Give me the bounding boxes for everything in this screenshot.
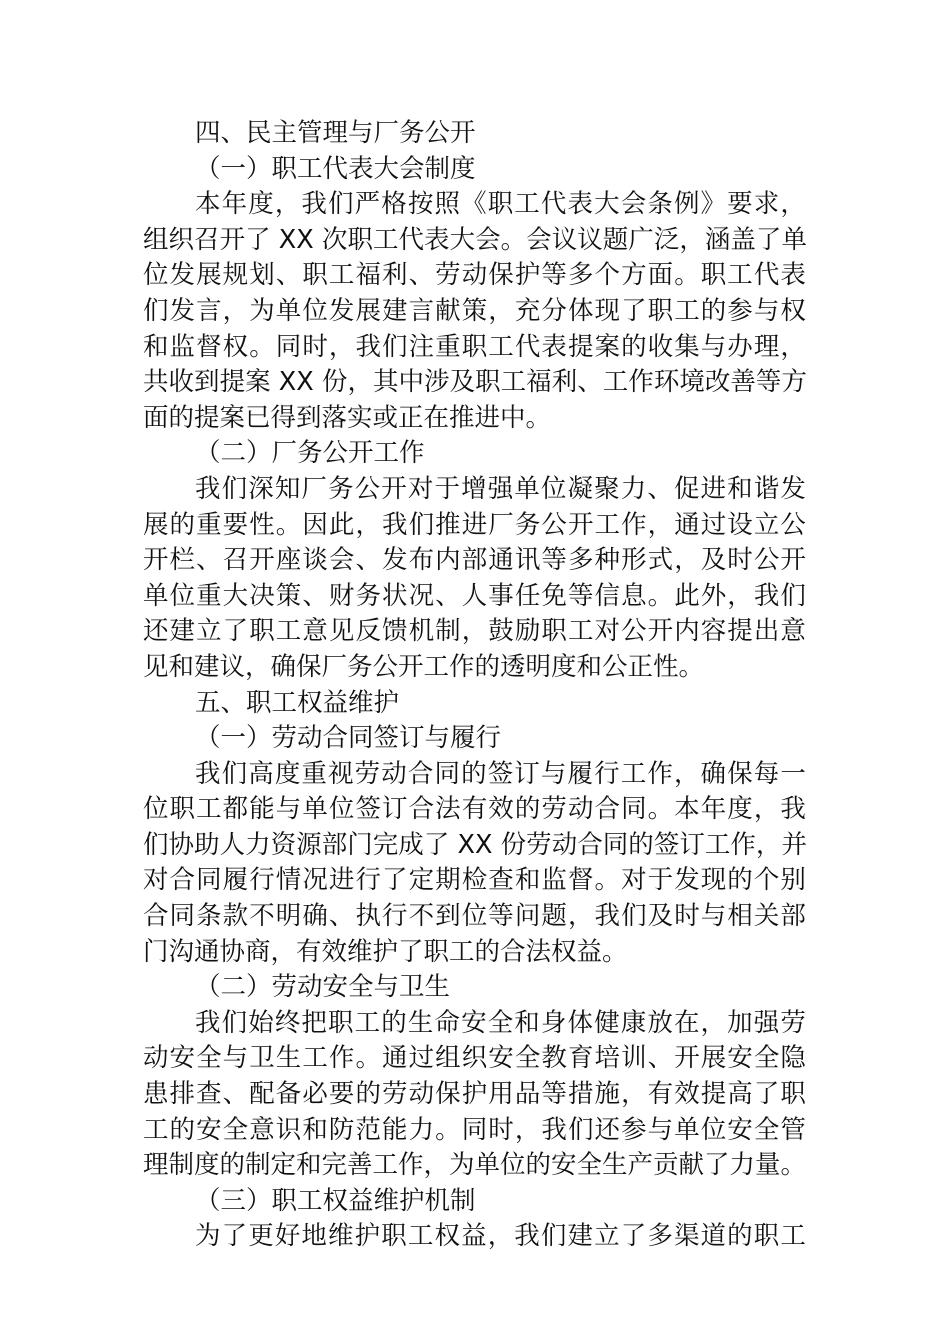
paragraph-line: 工的安全意识和防范能力。同时，我们还参与单位安全管 <box>143 1114 807 1145</box>
subsection-heading: （一）职工代表大会制度 <box>195 153 476 184</box>
subsection-heading: （一）劳动合同签订与履行 <box>195 723 502 754</box>
paragraph-line: 开栏、召开座谈会、发布内部通讯等多种形式，及时公开 <box>143 545 807 576</box>
paragraph-line: 合同条款不明确、执行不到位等问题，我们及时与相关部 <box>143 901 807 932</box>
paragraph-first-line: 我们深知厂务公开对于增强单位凝聚力、促进和谐发 <box>195 473 807 504</box>
paragraph-first-line: 本年度，我们严格按照《职工代表大会条例》要求， <box>195 189 807 220</box>
paragraph-first-line: 为了更好地维护职工权益，我们建立了多渠道的职工 <box>195 1221 807 1252</box>
paragraph-line: 展的重要性。因此，我们推进厂务公开工作，通过设立公 <box>143 509 807 540</box>
section-heading: 五、职工权益维护 <box>195 687 400 718</box>
paragraph-first-line: 我们高度重视劳动合同的签订与履行工作，确保每一 <box>195 758 807 789</box>
paragraph-line: 面的提案已得到落实或正在推进中。 <box>143 402 552 433</box>
paragraph-first-line: 我们始终把职工的生命安全和身体健康放在，加强劳 <box>195 1007 807 1038</box>
document-body <box>143 116 807 1255</box>
subsection-heading: （二）厂务公开工作 <box>195 438 425 469</box>
paragraph-line: 动安全与卫生工作。通过组织安全教育培训、开展安全隐 <box>143 1043 807 1074</box>
paragraph-line: 们协助人力资源部门完成了 XX 份劳动合同的签订工作，并 <box>143 829 807 860</box>
paragraph-line: 患排查、配备必要的劳动保护用品等措施，有效提高了职 <box>143 1079 807 1110</box>
paragraph-line: 共收到提案 XX 份，其中涉及职工福利、工作环境改善等方 <box>143 367 807 398</box>
paragraph-line: 们发言，为单位发展建言献策，充分体现了职工的参与权 <box>143 295 807 326</box>
paragraph-line: 位发展规划、职工福利、劳动保护等多个方面。职工代表 <box>143 260 807 291</box>
paragraph-line: 单位重大决策、财务状况、人事任免等信息。此外，我们 <box>143 580 807 611</box>
paragraph-line: 对合同履行情况进行了定期检查和监督。对于发现的个别 <box>143 865 807 896</box>
subsection-heading: （二）劳动安全与卫生 <box>195 972 451 1003</box>
subsection-heading: （三）职工权益维护机制 <box>195 1185 476 1216</box>
section-heading: 四、民主管理与厂务公开 <box>195 118 476 148</box>
paragraph-line: 和监督权。同时，我们注重职工代表提案的收集与办理， <box>143 331 807 362</box>
paragraph-line: 位职工都能与单位签订合法有效的劳动合同。本年度，我 <box>143 794 807 825</box>
paragraph-line: 见和建议，确保厂务公开工作的透明度和公正性。 <box>143 651 705 682</box>
paragraph-line: 门沟通协商，有效维护了职工的合法权益。 <box>143 936 628 967</box>
paragraph-line: 还建立了职工意见反馈机制，鼓励职工对公开内容提出意 <box>143 616 807 647</box>
paragraph-line: 组织召开了 XX 次职工代表大会。会议议题广泛，涵盖了单 <box>143 224 807 255</box>
paragraph-line: 理制度的制定和完善工作，为单位的安全生产贡献了力量。 <box>143 1150 807 1181</box>
